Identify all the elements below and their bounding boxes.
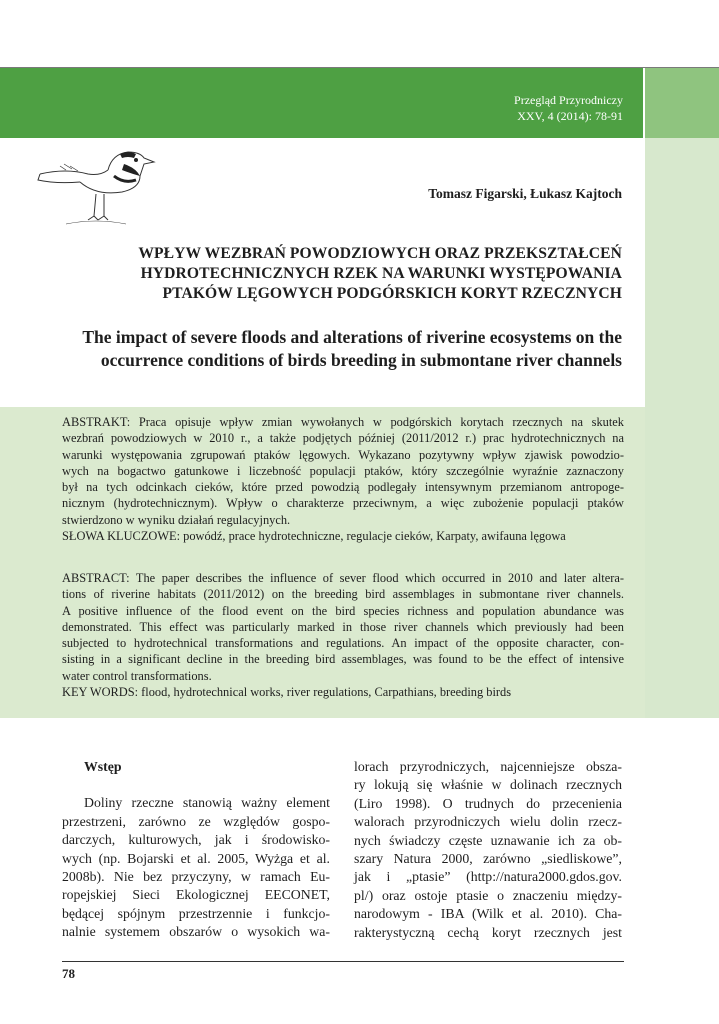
- body-line: nych świadczy częste uznawanie ich za ob-: [354, 832, 622, 848]
- abstract-pl-line: warunki występowania zgrupowań ptaków lęgowych. Wykazano pozytywny wpływ zjawisk powodzio-: [62, 447, 624, 462]
- abstract-en-line: tions of riverine habitats (2011/2012) on the breeding bird assemblages in submontane river channels.: [62, 587, 624, 602]
- abstract-en-line: water control transformations.: [62, 668, 212, 683]
- body-line: ry lokują się właśnie w dolinach rzecznych: [354, 777, 622, 793]
- title-en-line: occurrence conditions of birds breeding in submontane river channels: [100, 350, 622, 370]
- abstract-en-line: A positive influence of the flood event on the bird species richness and population abundance was: [62, 603, 624, 618]
- abstract-en-line: subjected to hydrotechnical transformations and regulations. An impact of the opposite character, con-: [62, 636, 624, 651]
- side-tab-top: [645, 68, 719, 138]
- body-line: ropejskiej Sieci Ekologicznej EECONET,: [62, 887, 330, 903]
- body-line: lorach przyrodniczych, najcenniejsze obsza-: [354, 759, 622, 774]
- page-number: 78: [62, 966, 75, 981]
- abstract-pl-line: nicznym (hydrotechnicznym). Wpływ o charakterze przeciwnym, a więc zubożenie populacji ptaków: [62, 496, 624, 511]
- abstract-pl-line: stwierdzono w wyniku działań regulacyjnych.: [62, 512, 291, 527]
- journal-info: [514, 92, 623, 124]
- journal-name: Przegląd Przyrodniczy: [514, 93, 623, 107]
- abstract-pl-line: był na tych odcinkach cieków, które przed powodzią podlegały intensywnym przemianom antropoge-: [62, 480, 624, 495]
- keywords-polish: SŁOWA KLUCZOWE: powódź, prace hydrotechniczne, regulacje cieków, Karpaty, awifauna lęgowa: [62, 529, 566, 544]
- body-line: darczych, kulturowych, jak i środowisko-: [62, 832, 330, 848]
- body-line: 2008b). Nie bez przyczyny, w ramach Eu-: [62, 869, 330, 885]
- body-line: nalnie systemem obszarów o wysokich wa-: [62, 924, 330, 940]
- body-line: (Liro 1998). O trudnych do przecenienia: [354, 795, 622, 811]
- body-line: jak i „ptasie” (http://natura2000.gdos.gov.: [354, 869, 622, 885]
- title-pl-line: WPŁYW WEZBRAŃ POWODZIOWYCH ORAZ PRZEKSZTAŁCEŃ: [138, 245, 622, 262]
- title-polish: [40, 244, 622, 304]
- journal-issue: XXV, 4 (2014): 78-91: [517, 109, 623, 123]
- body-line: będącej spójnym przestrzennie i funkcjo-: [62, 905, 330, 921]
- bird-illustration: [36, 140, 156, 228]
- body-line: pl/) oraz ostoje ptasie o znaczeniu między-: [354, 887, 622, 903]
- abstract-polish: [62, 414, 624, 544]
- side-tab: [645, 68, 719, 718]
- title-english: [40, 326, 622, 372]
- body-line: szary Natura 2000, zarówno „siedliskowe”,: [354, 851, 622, 867]
- body-line: przestrzeni, zarówno ze względów gospo-: [62, 813, 330, 829]
- body-column-left: [62, 758, 330, 942]
- title-en-line: The impact of severe floods and alterations of riverine ecosystems on the: [82, 327, 622, 347]
- title-pl-line: HYDROTECHNICZNYCH RZEK NA WARUNKI WYSTĘPOWANIA: [140, 265, 622, 282]
- body-line: wych (np. Bojarski et al. 2005, Wyżga et al.: [62, 850, 330, 866]
- abstract-en-line: demonstrated. This effect was particularly marked in those river channels which previously had been: [62, 619, 624, 634]
- abstract-pl-line: wych na bogactwo gatunkowe i liczebność populacji ptaków, który szczególnie wyraźnie zaznaczony: [62, 463, 624, 478]
- body-column-right: [354, 758, 622, 942]
- section-heading: Wstęp: [84, 759, 122, 774]
- body-line: rakterystyczną cechą koryt rzecznych jest: [354, 924, 622, 940]
- body-line: Doliny rzeczne stanowią ważny element: [84, 795, 330, 811]
- abstract-en-line: sisting in a significant decline in the breeding bird assemblages, was found to be the effect of intensive: [62, 652, 624, 667]
- abstract-pl-line: ABSTRAKT: Praca opisuje wpływ zmian wywołanych w podgórskich korytach rzecznych na skutek: [62, 415, 624, 429]
- abstract-en-line: ABSTRACT: The paper describes the influence of sever flood which occurred in 2010 and later altera-: [62, 571, 624, 585]
- footer-rule: [62, 961, 624, 962]
- body-line: narodowym - IBA (Wilk et al. 2010). Cha-: [354, 906, 622, 922]
- keywords-english: KEY WORDS: flood, hydrotechnical works, river regulations, Carpathians, breeding birds: [62, 685, 512, 700]
- body-line: walorach przyrodniczych wielu dolin rzecz-: [354, 814, 622, 830]
- authors: Tomasz Figarski, Łukasz Kajtoch: [428, 186, 622, 201]
- title-pl-line: PTAKÓW LĘGOWYCH PODGÓRSKICH KORYT RZECZNYCH: [162, 285, 622, 302]
- abstract-pl-line: wezbrań powodziowych w 2010 r., a także podjętych później (2011/2012 r.) prac hydrotechnicznych na: [62, 431, 624, 446]
- abstract-english: [62, 570, 624, 700]
